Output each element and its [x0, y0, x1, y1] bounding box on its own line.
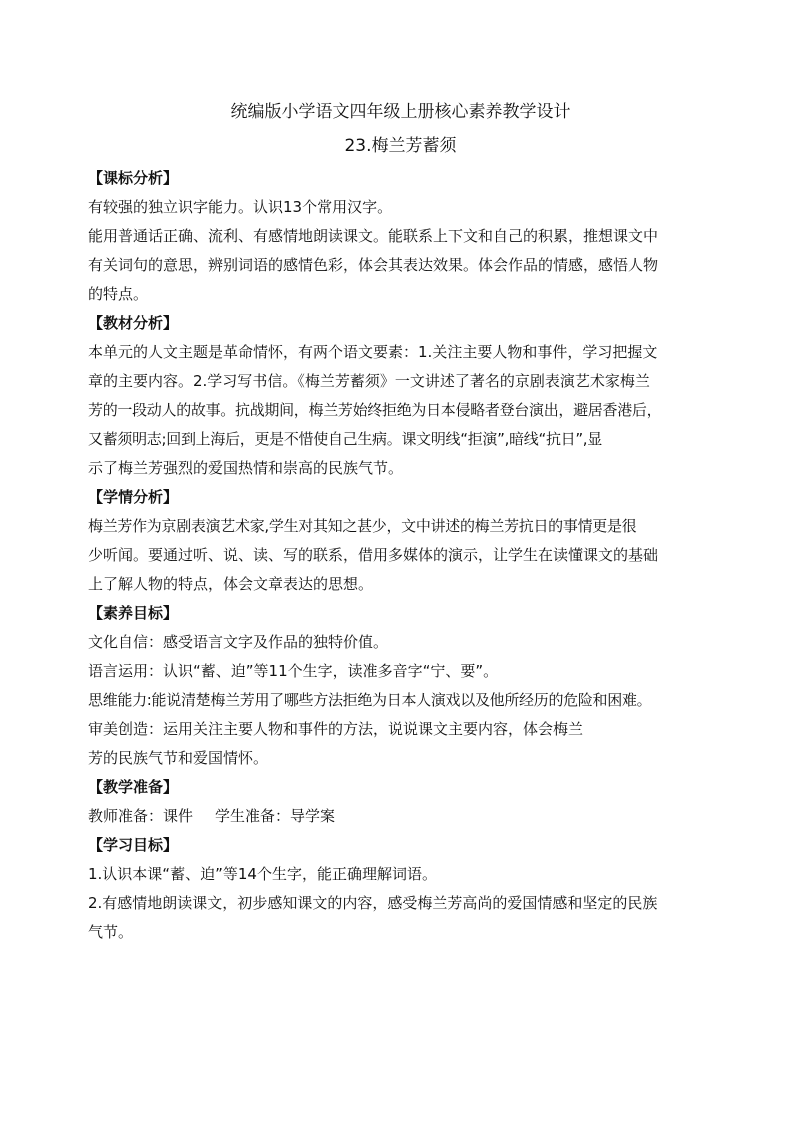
curriculum-line: 有关词句的意思，辨别词语的感情色彩，体会其表达效果。体会作品的情感，感悟人物 — [88, 256, 659, 274]
students-line: 少听闻。要通过听、说、读、写的联系，借用多媒体的演示，让学生在读懂课文的基础 — [88, 546, 659, 564]
literacy-line: 芳的民族气节和爱国情怀。 — [88, 749, 269, 767]
document-body — [88, 100, 713, 951]
document-title: 统编版小学语文四年级上册核心素养教学设计 — [230, 102, 571, 122]
section-heading-preparation: 【教学准备】 — [88, 778, 179, 796]
section-heading-students: 【学情分析】 — [88, 488, 179, 506]
student-preparation: 学生准备：导学案 — [215, 807, 336, 825]
literacy-line: 文化自信：感受语言文字及作品的独特价值。 — [88, 633, 389, 651]
literacy-line: 语言运用：认识“蓄、迫”等11个生字，读准多音字“宁、要”。 — [88, 662, 499, 680]
lesson-title: 23.梅兰芳蓄须 — [344, 136, 457, 156]
section-heading-curriculum: 【课标分析】 — [88, 169, 179, 187]
objective-line: 2.有感情地朗读课文，初步感知课文的内容，感受梅兰芳高尚的爱国情感和坚定的民族 — [88, 894, 658, 912]
textbook-line: 章的主要内容。2.学习写书信。《梅兰芳蓄须》一文讲述了著名的京剧表演艺术家梅兰 — [88, 372, 650, 390]
textbook-line: 芳的一段动人的故事。抗战期间，梅兰芳始终拒绝为日本侵略者登台演出，避居香港后， — [88, 401, 662, 419]
section-heading-literacy: 【素养目标】 — [88, 604, 179, 622]
objective-line: 气节。 — [88, 923, 134, 941]
teacher-preparation: 教师准备：课件 — [88, 807, 194, 825]
students-line: 梅兰芳作为京剧表演艺术家,学生对其知之甚少，文中讲述的梅兰芳抗日的事情更是很 — [88, 517, 637, 535]
textbook-line: 本单元的人文主题是革命情怀，有两个语文要素：1.关注主要人物和事件，学习把握文 — [88, 343, 658, 361]
preparation-line — [88, 806, 713, 835]
textbook-line: 又蓄须明志;回到上海后，更是不惜使自己生病。课文明线“拒演”,暗线“抗日”,显 — [88, 430, 602, 448]
curriculum-line: 的特点。 — [88, 285, 149, 303]
objective-line: 1.认识本课“蓄、迫”等14个生字，能正确理解词语。 — [88, 865, 437, 883]
literacy-line: 审美创造：运用关注主要人物和事件的方法，说说课文主要内容，体会梅兰 — [88, 720, 584, 738]
section-heading-objectives: 【学习目标】 — [88, 836, 179, 854]
textbook-line: 示了梅兰芳强烈的爱国热情和崇高的民族气节。 — [88, 459, 404, 477]
literacy-line: 思维能力:能说清楚梅兰芳用了哪些方法拒绝为日本人演戏以及他所经历的危险和困难。 — [88, 691, 652, 709]
section-heading-textbook: 【教材分析】 — [88, 314, 179, 332]
students-line: 上了解人物的特点，体会文章表达的思想。 — [88, 575, 374, 593]
curriculum-line: 有较强的独立识字能力。认识13个常用汉字。 — [88, 198, 393, 216]
curriculum-line: 能用普通话正确、流利、有感情地朗读课文。能联系上下文和自己的积累，推想课文中 — [88, 227, 659, 245]
